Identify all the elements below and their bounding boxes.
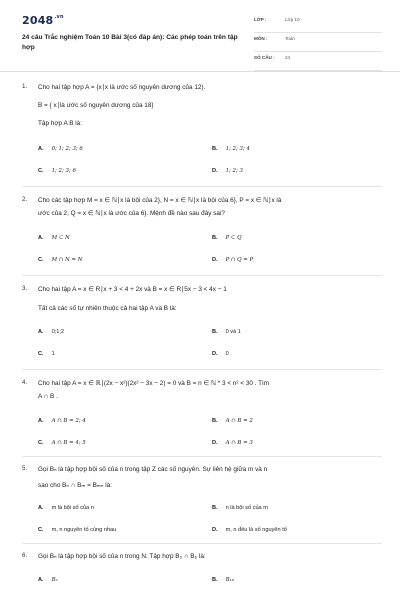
option-text: 0 và 1 [225,329,241,335]
option-letter: A. [38,505,44,511]
option-letter: D. [212,351,218,357]
answer-option[interactable] [212,168,243,174]
question-text: sao cho Bₙ ∩ Bₘ = Bₘₙ là: [38,482,112,489]
question-text: Tất cả các số tự nhiên thuộc cả hai tập A và B là: [38,305,177,312]
question-text: Tập hợp A B là: [38,120,82,127]
question-text: Gọi Bₙ là tập hợp bội số của n trong tập Z các số nguyên. Sự liên hệ giữa m và n [38,466,268,473]
question-text: A ∩ B . [38,393,58,400]
site-logo[interactable] [22,14,64,27]
option-letter: D. [212,257,218,263]
option-letter: B. [212,577,218,583]
meta-key: LỚP : [254,17,267,22]
option-letter: A. [38,146,44,152]
option-letter: A. [38,418,44,424]
option-text: M ∩ N = N [51,257,83,263]
option-text: A ∩ B = 2; 4 [51,418,86,424]
option-letter: C. [38,527,44,533]
question-number: 2. [22,196,28,203]
option-text: 1 [51,351,55,357]
question-text: Cho hai tập hợp A = {x∣x là ước số nguyên dương của 12). [38,84,206,91]
option-letter: B. [212,329,218,335]
option-text: 0;1;2 [51,329,65,335]
answer-option[interactable] [212,257,253,263]
option-letter: C. [38,351,44,357]
question-divider [22,186,382,187]
option-letter: D. [212,440,218,446]
answer-option[interactable] [212,351,229,357]
option-text: P ⊂ Q [225,235,242,241]
question-divider [22,543,382,544]
question-divider [22,275,382,276]
option-text: A ∩ B = 3 [225,440,253,446]
logo-text: 2048 [22,14,54,27]
question-text: Cho các tập hợp M = x ∈ ℕ∣x là bội của 2}, N = x ∈ ℕ∣x là bội của 6}, P = x ∈ ℕ∣x là [38,197,282,204]
option-letter: C. [38,440,44,446]
option-text: A ∩ B = 2 [225,418,253,424]
option-text: m là bội số của n [51,505,94,511]
meta-row-count [254,52,382,71]
question-text: Cho hai tập A = x ∈ ℝ∣(2x − x²)(2x² − 3x − 2) = 0 và B = n ∈ ℕ * 3 < n² < 30 . Tìm [38,380,270,387]
option-letter: D. [212,527,218,533]
option-text: 0 [225,351,229,357]
meta-value: Toán [285,36,295,41]
answer-option[interactable] [212,146,250,152]
option-letter: B. [212,235,218,241]
meta-value: 24 [285,55,291,60]
question-text: Cho hai tập A = x ∈ R∣x + 3 < 4 + 2x và B = x ∈ R∣5x − 3 < 4x − 1 [38,286,227,293]
answer-option[interactable] [38,235,70,241]
option-letter: B. [212,505,218,511]
answer-option[interactable] [212,418,253,424]
option-text: 1; 2; 3; 6 [51,168,76,174]
option-text: 1; 2; 3 [225,168,243,174]
question-number: 5. [22,465,28,472]
question-text: ước của 2, Q = x ∈ ℕ∣x là ước của 6}. Mệnh đề nào sau đây sai? [38,210,225,217]
option-letter: C. [38,257,44,263]
header [0,0,400,70]
question-text: Gọi Bₙ là tập hợp bội số của n trong N. Tập hợp B₃ ∩ B₆ là: [38,553,206,560]
meta-table [254,14,382,71]
answer-option[interactable] [38,577,58,583]
option-text: P ∩ Q = P [225,257,254,263]
meta-row-class [254,14,382,33]
answer-option[interactable] [212,440,253,446]
question-divider [22,369,382,370]
answer-option[interactable] [38,418,86,424]
answer-option[interactable] [212,329,241,335]
question-number: 4. [22,379,28,386]
question-number: 3. [22,285,28,292]
answer-option[interactable] [38,329,64,335]
answer-option[interactable] [212,577,234,583]
answer-option[interactable] [38,146,83,152]
option-letter: C. [38,168,44,174]
option-letter: D. [212,168,218,174]
option-letter: B. [212,418,218,424]
option-text: M ⊂ N [51,235,70,241]
answer-option[interactable] [212,527,287,533]
answer-option[interactable] [38,440,86,446]
logo-suffix: .vn [54,14,64,20]
option-text: B₂ [51,577,58,583]
option-text: 0; 1; 2; 3; 6 [51,146,83,152]
option-text: m, n nguyên tố cùng nhau [51,527,117,533]
question-number: 6. [22,552,28,559]
option-letter: B. [212,146,218,152]
option-text: A ∩ B = 4; 5 [51,440,86,446]
answer-option[interactable] [38,505,94,511]
option-text: 1; 2; 3; 4 [225,146,250,152]
answer-option[interactable] [38,257,82,263]
answer-option[interactable] [38,527,116,533]
answer-option[interactable] [212,505,268,511]
answer-option[interactable] [38,351,55,357]
question-divider [22,456,382,457]
header-divider [0,71,400,72]
meta-key: SỐ CÂU : [254,55,275,60]
option-letter: A. [38,577,44,583]
meta-key: MÔN : [254,36,268,41]
question-text: B = { x∣là ước số nguyên dương của 18} [38,102,154,109]
meta-value: Lớp 10 [285,17,300,22]
option-text: B₁₈ [225,577,234,583]
document-title: 24 câu Trắc nghiệm Toán 10 Bài 3(có đáp án): Các phép toán trên tập hợp [22,34,238,51]
option-text: m, n đều là số nguyên tố [225,527,287,533]
option-letter: A. [38,329,44,335]
option-text: n là bội số của m [225,505,268,511]
answer-option[interactable] [38,168,76,174]
option-letter: A. [38,235,44,241]
meta-row-subject [254,33,382,52]
answer-option[interactable] [212,235,242,241]
question-number: 1. [22,83,28,90]
